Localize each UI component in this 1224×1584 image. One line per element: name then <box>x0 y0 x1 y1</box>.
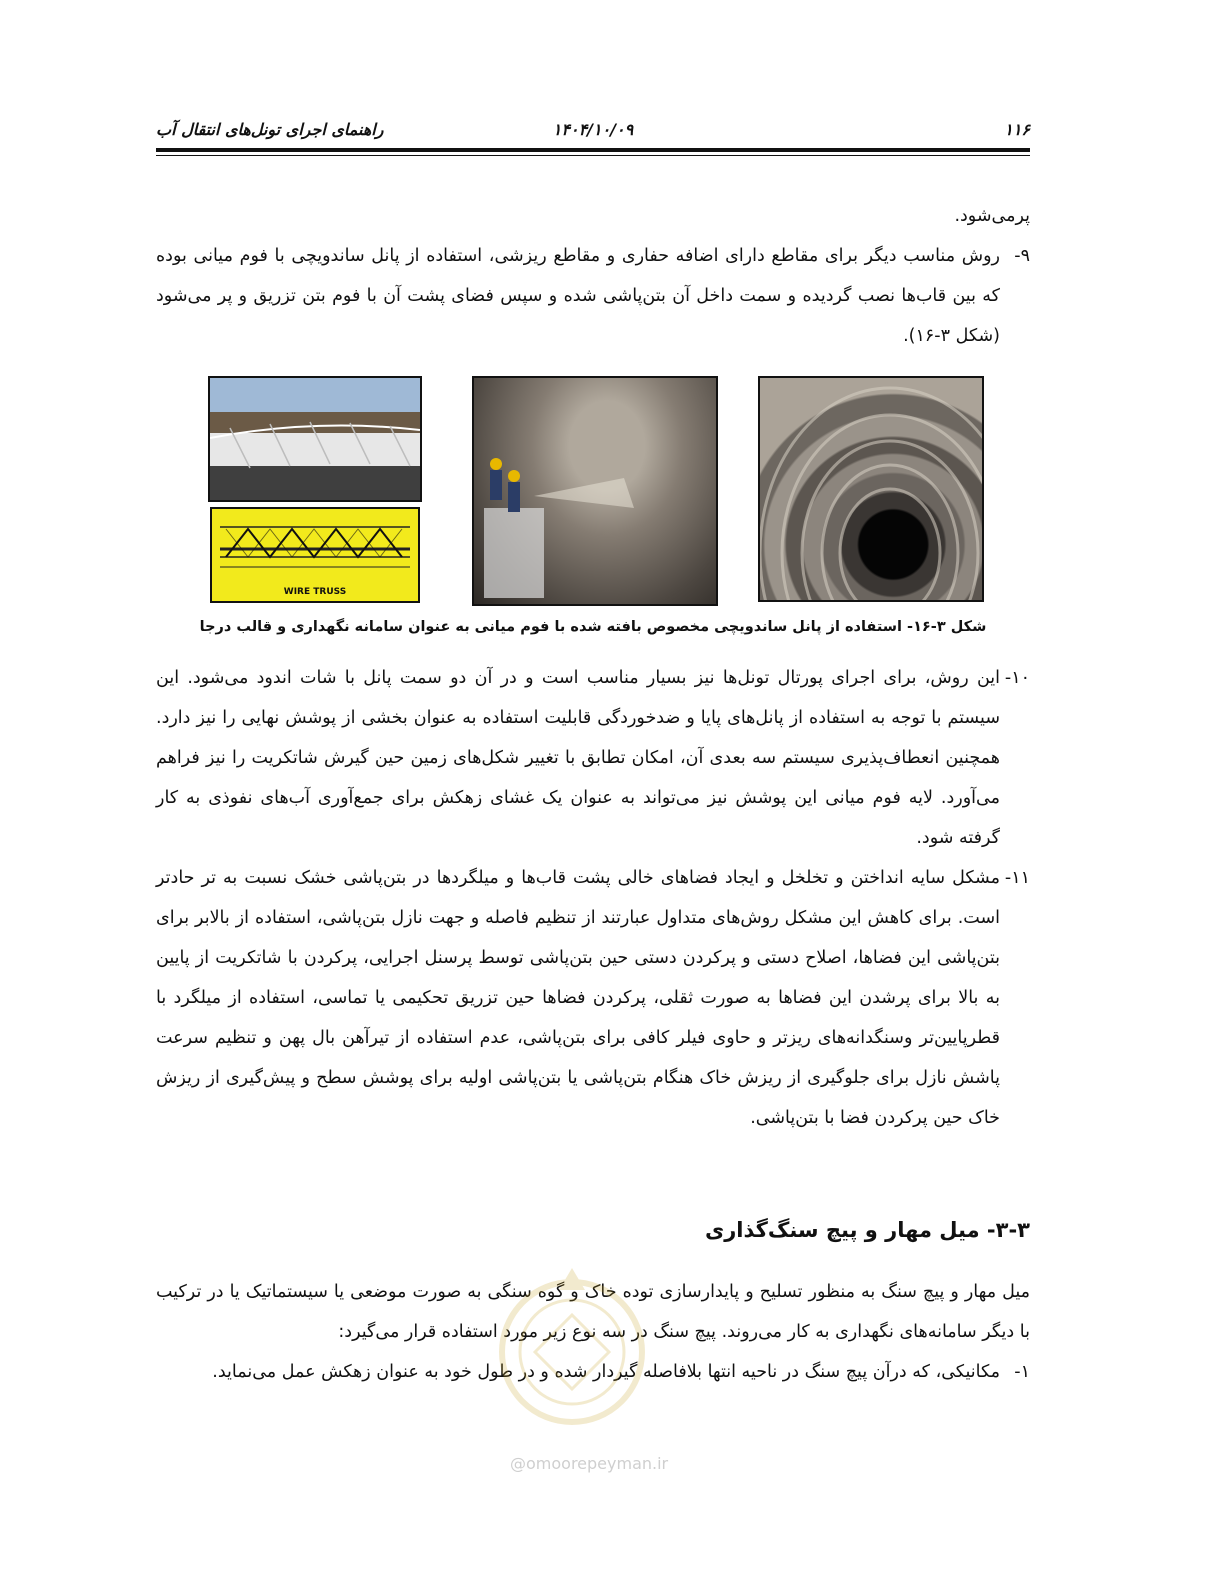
list-item-text: این روش، برای اجرای پورتال تونل‌ها نیز بسیار مناسب است و در آن دو سمت پانل با شات اندود می‌شود. این سیستم با توجه به استفاده از پانل‌های پایا و ضدخوردگی قابلیت استفاده به عنوان بخشی از پوشش نهایی را نیز دارد. همچنین انعطاف‌پذیری سیستم سه بعدی آن، امکان تطابق با تغییر شکل‌های زمین حین گیرش شاتکریت را نیز فراهم می‌آورد. لایه فوم میانی این پوشش نیز می‌تواند به عنوان یک غشای زهکش برای جمع‌آوری آب‌های نفوذی به کار گرفته شود. <box>156 668 1000 848</box>
list-item-10 <box>156 658 1030 858</box>
list-item-number: ۹- <box>1014 246 1030 266</box>
list-item-text: مکانیکی، که درآن پیچ سنگ در ناحیه انتها بلافاصله گیردار شده و در طول خود به عنوان زهکش عمل می‌نماید. <box>212 1362 1000 1382</box>
shotcrete-spraying-photo <box>472 376 718 606</box>
list-item-number: ۱- <box>1014 1362 1030 1382</box>
wire-truss-graphic <box>212 509 418 589</box>
wire-truss-label: WIRE TRUSS <box>283 587 347 597</box>
top-text-block <box>156 196 1030 356</box>
list-item-11 <box>156 858 1030 1138</box>
list-item-text: روش مناسب دیگر برای مقاطع دارای اضافه حفاری و مقاطع ریزشی، استفاده از پانل ساندویچی با فوم میانی بوده که بین قاب‌ها نصب گردیده و سمت داخل آن بتن‌پاشی شده و سپس فضای پشت آن با فوم بتن تزریق و پر می‌شود (شکل ۳-۱۶). <box>156 246 1000 346</box>
watermark-site: @omoorepeyman.ir <box>510 1454 669 1473</box>
header-title: راهنمای اجرای تونل‌های انتقال آب <box>156 120 384 139</box>
middle-text-block <box>156 658 1030 1138</box>
panel-arch-graphic <box>210 378 420 500</box>
header-date: ۱۴۰۴/۱۰/۰۹ <box>552 120 634 139</box>
list-item-text: مشکل سایه انداختن و تخلخل و ایجاد فضاهای خالی پشت قاب‌ها و میلگردها در بتن‌پاشی خشک نسبت به تر حادتر است. برای کاهش این مشکل روش‌های متداول عبارتند از تنظیم فاصله و جهت نازل بتن‌پاشی، استفاده از بالابر برای بتن‌پاشی این فضاها، اصلاح دستی و پرکردن دستی حین بتن‌پاشی توسط پرسنل اجرایی، پرکردن با شاتکریت از پایین به بالا برای پرشدن این فضاها به صورت ثقلی، پرکردن فضاها حین تزریق تحکیمی یا تماسی، استفاده از میلگرد با قطرپایین‌تر وسنگدانه‌های ریزتر و حاوی فیلر کافی برای بتن‌پاشی، عدم استفاده از تیرآهن بال پهن و تنظیم سرعت پاشش نازل برای جلوگیری از ریزش خاک هنگام بتن‌پاشی یا بتن‌پاشی اولیه برای پوشش سطح و پیش‌گیری از ریزش خاک حین پرکردن فضا با بتن‌پاشی. <box>156 868 1000 1128</box>
page-number: ۱۱۶ <box>1004 120 1030 139</box>
running-header <box>156 120 1030 144</box>
section-intro: میل مهار و پیچ سنگ به منظور تسلیح و پایدارسازی توده خاک و گوه سنگی به صورت موضعی یا سیستماتیک یا در ترکیب با دیگر سامانه‌های نگهداری به کار می‌روند. پیچ سنگ در سه نوع زیر مورد استفاده قرار می‌گیرد: <box>156 1282 1030 1342</box>
section-heading: ۳-۳- میل مهار و پیچ سنگ‌گذاری <box>704 1218 1030 1242</box>
tunnel-lining-photo <box>758 376 984 602</box>
header-rule-thin <box>156 155 1030 156</box>
wire-truss-diagram <box>210 507 420 603</box>
sandwich-panel-site-photo <box>208 376 422 502</box>
figure-caption: شکل ۳-۱۶- استفاده از پانل ساندویچی مخصوص بافته شده با فوم میانی به عنوان سامانه نگهداری و قالب درجا <box>199 619 987 635</box>
list-item-9 <box>156 236 1030 356</box>
continuation-text: پرمی‌شود. <box>954 206 1030 226</box>
spraying-workers-graphic <box>474 378 716 604</box>
header-rule-thick <box>156 148 1030 152</box>
list-item-number: ۱۰- <box>1004 668 1030 688</box>
figure-3-16 <box>208 376 984 606</box>
watermark-seal <box>495 1260 650 1440</box>
seal-graphic <box>495 1260 650 1440</box>
list-item-number: ۱۱- <box>1004 868 1030 888</box>
tunnel-rings-graphic <box>760 378 982 600</box>
